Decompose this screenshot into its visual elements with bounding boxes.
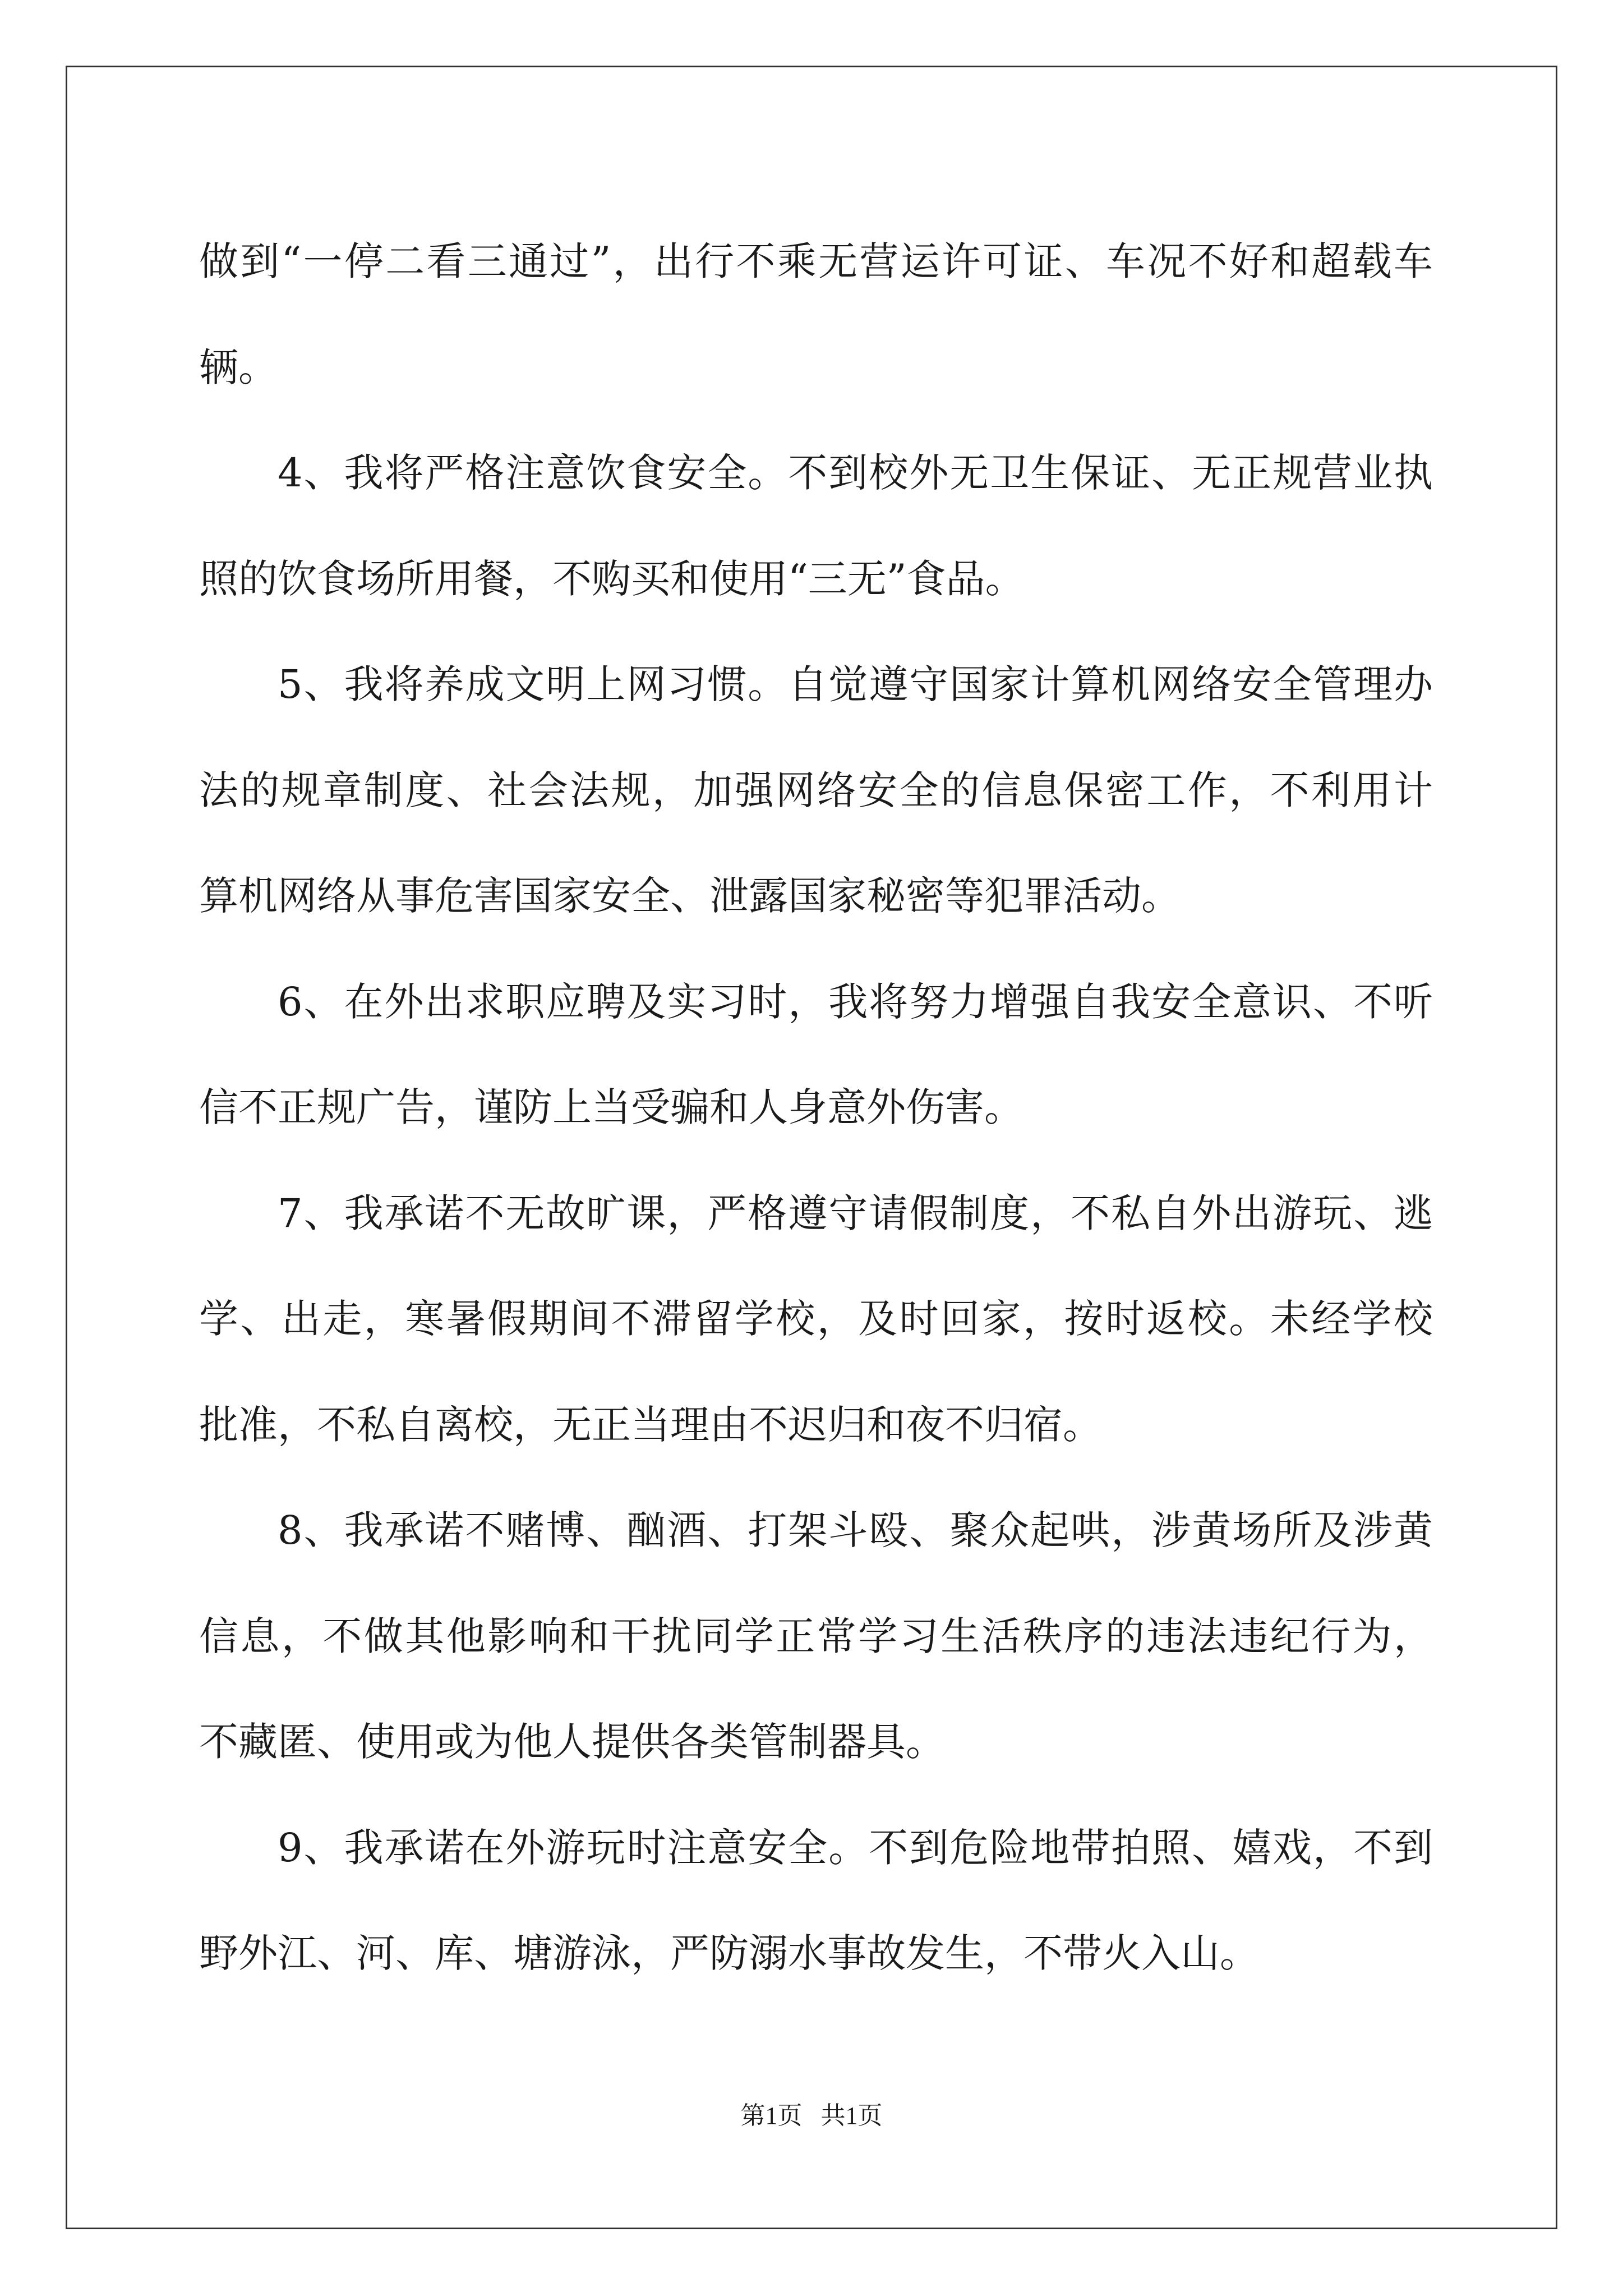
text-line: 7、我承诺不无故旷课，严格遵守请假制度，不私自外出游玩、逃 bbox=[278, 1190, 1433, 1236]
text-line: 信息，不做其他影响和干扰同学正常学习生活秩序的违法违纪行为， bbox=[199, 1613, 1433, 1659]
text-line: 5、我将养成文明上网习惯。自觉遵守国家计算机网络安全管理办 bbox=[278, 661, 1433, 707]
text-line: 算机网络从事危害国家安全、泄露国家秘密等犯罪活动。 bbox=[199, 873, 1181, 919]
text-line: 8、我承诺不赌博、酗酒、打架斗殴、聚众起哄，涉黄场所及涉黄 bbox=[278, 1507, 1433, 1553]
text-line: 批准，不私自离校，无正当理由不迟归和夜不归宿。 bbox=[199, 1401, 1102, 1448]
text-line: 9、我承诺在外游玩时注意安全。不到危险地带拍照、嬉戏，不到 bbox=[278, 1824, 1433, 1871]
text-line: 辆。 bbox=[199, 344, 278, 390]
text-line: 4、我将严格注意饮食安全。不到校外无卫生保证、无正规营业执 bbox=[278, 450, 1433, 496]
text-line: 学、出走，寒暑假期间不滞留学校，及时回家，按时返校。未经学校 bbox=[199, 1296, 1433, 1342]
text-line: 6、在外出求职应聘及实习时，我将努力增强自我安全意识、不听 bbox=[278, 978, 1433, 1025]
text-line: 信不正规广告，谨防上当受骗和人身意外伤害。 bbox=[199, 1084, 1023, 1130]
text-line: 野外江、河、库、塘游泳，严防溺水事故发生，不带火入山。 bbox=[199, 1930, 1259, 1976]
text-line: 照的饮食场所用餐，不购买和使用“三无”食品。 bbox=[199, 555, 1025, 602]
document-body bbox=[199, 209, 1433, 2007]
text-line: 不藏匿、使用或为他人提供各类管制器具。 bbox=[199, 1719, 945, 1765]
text-line: 法的规章制度、社会法规，加强网络安全的信息保密工作，不利用计 bbox=[199, 767, 1433, 813]
text-line: 做到“一停二看三通过”，出行不乘无营运许可证、车况不好和超载车 bbox=[199, 238, 1433, 284]
page-footer: 第1页 共1页 bbox=[740, 2102, 883, 2129]
